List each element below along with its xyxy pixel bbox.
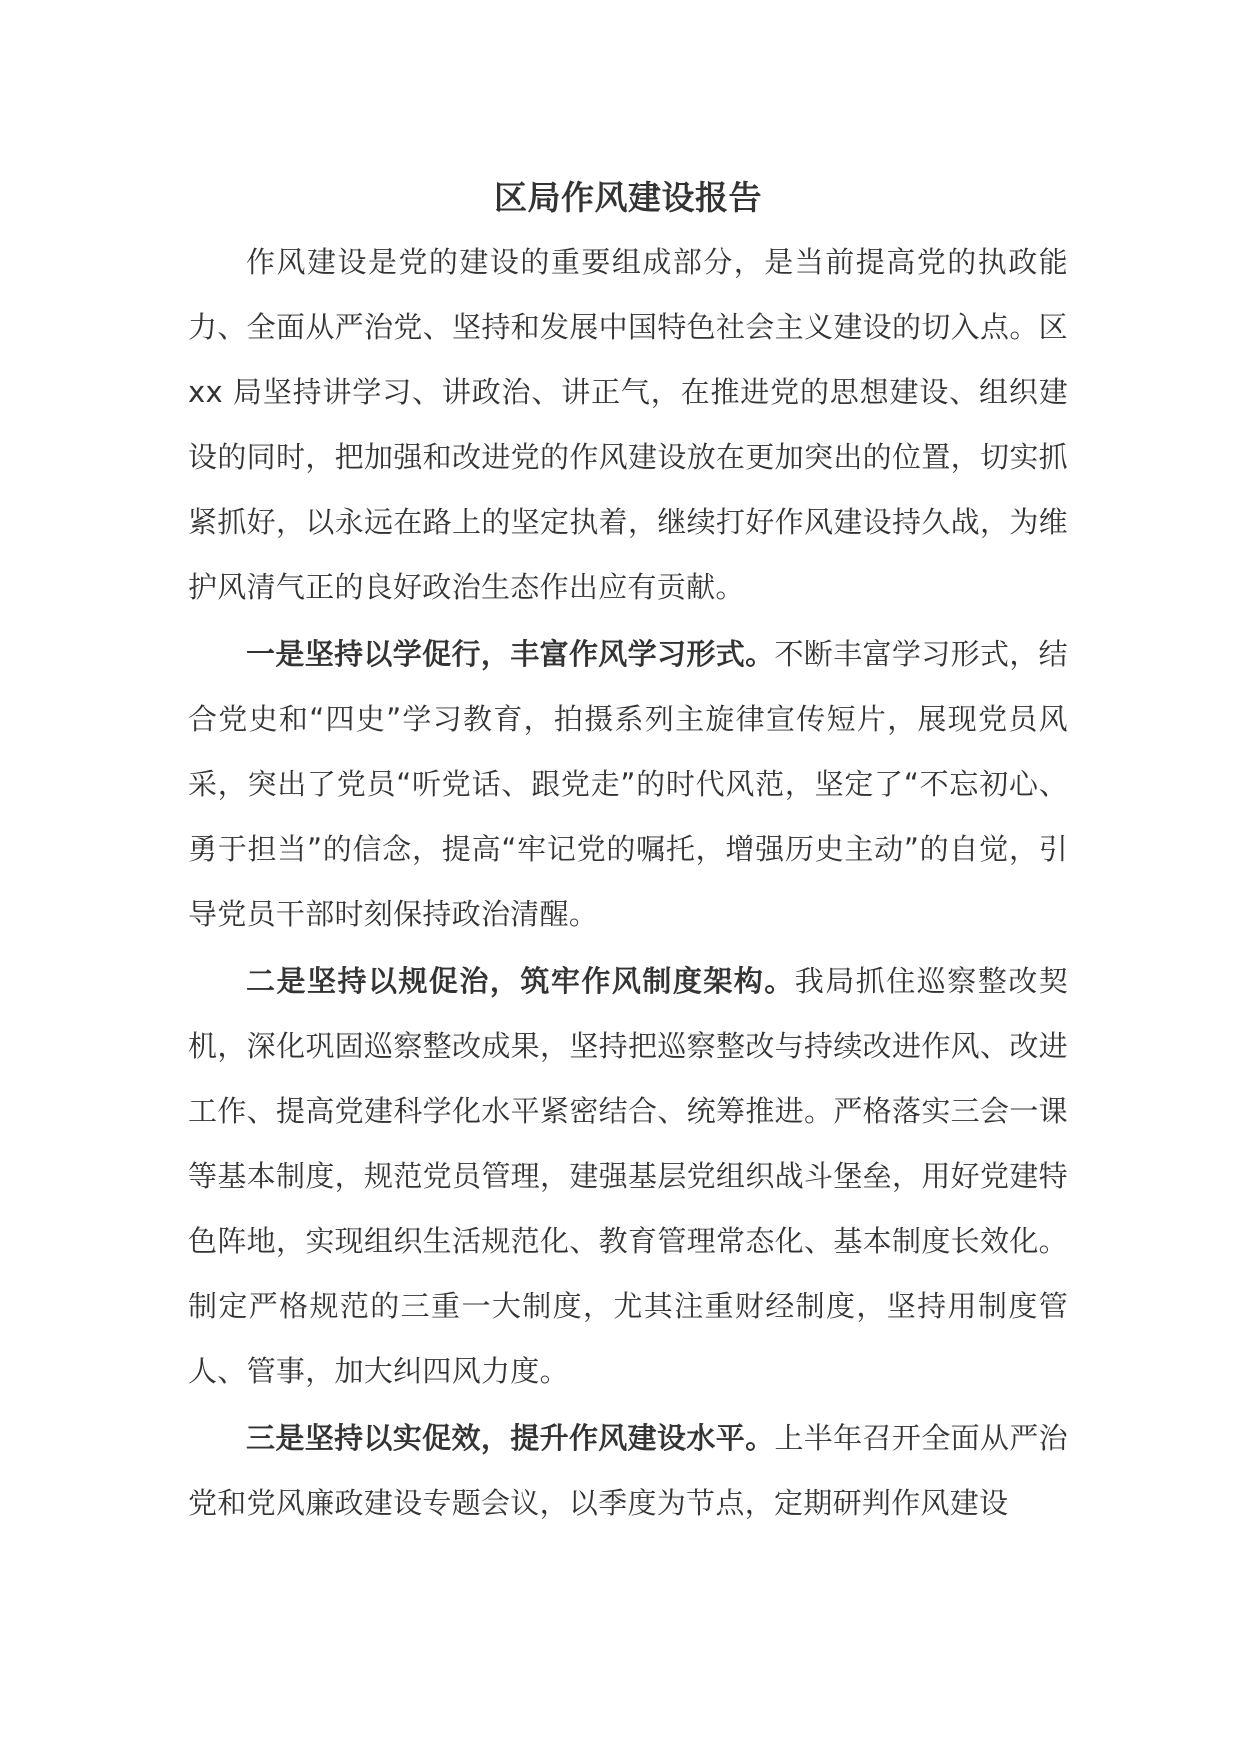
section-body-3: 上半年召开全面从严治党和党风廉政建设专题会议，以季度为节点，定期研判作风建设 — [188, 1421, 1068, 1520]
section-heading-2: 二是坚持以规促治，筑牢作风制度架构。 — [246, 964, 795, 998]
document-title: 区局作风建设报告 — [494, 178, 762, 217]
document-page — [188, 170, 1068, 1536]
section-paragraph-3 — [188, 1406, 1068, 1536]
section-heading-1: 一是坚持以学促行，丰富作风学习形式。 — [246, 637, 775, 671]
intro-paragraph: 作风建设是党的建设的重要组成部分，是当前提高党的执政能力、全面从严治党、坚持和发展中国特色社会主义建设的切入点。区 xx 局坚持讲学习、讲政治、讲正气，在推进党的思想建设、组织建设的同时，把加强和改进党的作风建设放在更加突出的位置，切实抓紧抓好，以永远在路上的坚定执着，继续打好作风建设持久战，为维护风清气正的良好政治生态作出应有贡献。 — [188, 245, 1068, 604]
section-body-2: 我局抓住巡察整改契机，深化巩固巡察整改成果，坚持把巡察整改与持续改进作风、改进工作、提高党建科学化水平紧密结合、统筹推进。严格落实三会一课等基本制度，规范党员管理，建强基层党组织战斗堡垒，用好党建特色阵地，实现组织生活规范化、教育管理常态化、基本制度长效化。制定严格规范的三重一大制度，尤其注重财经制度，坚持用制度管人、管事，加大纠四风力度。 — [188, 964, 1069, 1388]
section-heading-3: 三是坚持以实促效，提升作风建设水平。 — [246, 1421, 775, 1455]
section-paragraph-1 — [188, 622, 1068, 947]
section-body-1: 不断丰富学习形式，结合党史和“四史”学习教育，拍摄系列主旋律宣传短片，展现党员风采，突出了党员“听党话、跟党走”的时代风范，坚定了“不忘初心、勇于担当”的信念，提高“牢记党的嘱托，增强历史主动”的自觉，引导党员干部时刻保持政治清醒。 — [188, 637, 1068, 931]
section-paragraph-2 — [188, 949, 1068, 1404]
